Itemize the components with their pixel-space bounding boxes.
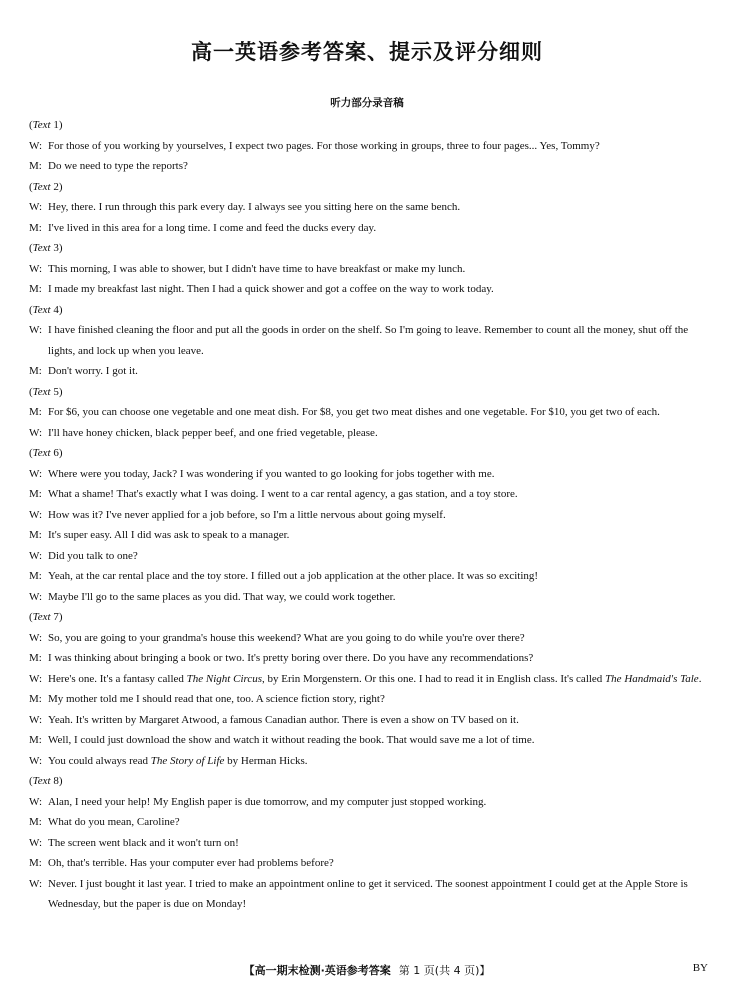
page-title: 高一英语参考答案、提示及评分细则 — [191, 40, 543, 64]
speaker-label: W: — [29, 549, 43, 562]
text-section-label: (Text 7) — [29, 611, 63, 623]
listening-transcript — [29, 115, 708, 915]
dialogue-line — [29, 833, 708, 854]
dialogue-text: Did you talk to one? — [48, 549, 138, 562]
footer-title: 【高一期末检测·英语参考答案 — [243, 964, 391, 977]
dialogue-line — [29, 136, 708, 157]
dialogue-text: I'll have honey chicken, black pepper beef, and one fried vegetable, please. — [48, 426, 378, 439]
speaker-label: M: — [29, 816, 42, 828]
speaker-label: W: — [29, 426, 43, 439]
speaker-label: W: — [29, 877, 43, 890]
dialogue-text: Alan, I need your help! My English paper is due tomorrow, and my computer just stopped working. — [48, 795, 487, 808]
speaker-label: W: — [29, 201, 43, 213]
text-section-label: (Text 2) — [29, 180, 63, 193]
dialogue-line — [29, 197, 708, 218]
dialogue-text: For $6, you can choose one vegetable and one meat dish. For $8, you get two meat dishes and one vegetable. For $10, you get two of each. — [48, 406, 660, 418]
dialogue-text: My mother told me I should read that one, too. A science fiction story, right? — [48, 693, 385, 705]
dialogue-line — [29, 279, 708, 300]
section-heading: 听力部分录音稿 — [330, 97, 404, 109]
dialogue-text: You could always read The Story of Life by Herman Hicks. — [48, 754, 308, 767]
dialogue-line — [29, 361, 708, 382]
dialogue-line — [29, 320, 708, 361]
dialogue-line — [29, 853, 708, 874]
speaker-label: W: — [29, 713, 43, 726]
speaker-label: M: — [29, 529, 42, 541]
speaker-label: M: — [29, 488, 42, 500]
speaker-label: W: — [29, 467, 43, 480]
speaker-label: M: — [29, 365, 42, 377]
speaker-label: W: — [29, 324, 43, 336]
dialogue-line — [29, 505, 708, 526]
speaker-label: M: — [29, 406, 42, 418]
speaker-label: W: — [29, 754, 43, 767]
dialogue-line — [29, 874, 708, 915]
page-footer — [0, 962, 734, 978]
dialogue-text: Don't worry. I got it. — [48, 365, 138, 377]
dialogue-line — [29, 710, 708, 731]
dialogue-line — [29, 689, 708, 710]
speaker-label: M: — [29, 283, 42, 295]
dialogue-line — [29, 464, 708, 485]
text-section-label: (Text 3) — [29, 242, 63, 254]
dialogue-line — [29, 751, 708, 772]
speaker-label: W: — [29, 508, 43, 521]
dialogue-line — [29, 730, 708, 751]
dialogue-line — [29, 669, 708, 690]
dialogue-text: Never. I just bought it last year. I tried to make an appointment online to get it serviced. The soonest appointment I could get at the Apple Store is Wednesday, but the paper is due on Monday! — [48, 877, 688, 910]
dialogue-line — [29, 587, 708, 608]
dialogue-text: Well, I could just download the show and watch it without reading the book. That would save me a lot of time. — [48, 734, 535, 746]
text-section-label: (Text 8) — [29, 775, 63, 787]
dialogue-line — [29, 156, 708, 177]
speaker-label: W: — [29, 672, 43, 685]
dialogue-text: What a shame! That's exactly what I was doing. I went to a car rental agency, a gas station, and a toy store. — [48, 488, 518, 500]
dialogue-text: I've lived in this area for a long time. I come and feed the ducks every day. — [48, 221, 377, 234]
dialogue-text: I have finished cleaning the floor and put all the goods in order on the shelf. So I'm going to leave. Remember to count all the money, shut off the lights, and lock up when you leave. — [48, 324, 689, 357]
footer-code: BY — [692, 962, 708, 974]
dialogue-text: What do you mean, Caroline? — [48, 816, 180, 828]
speaker-label: W: — [29, 631, 43, 644]
dialogue-text: I was thinking about bringing a book or two. It's pretty boring over there. Do you have any recommendations? — [48, 652, 534, 664]
footer-page-number: 第 1 页(共 4 页)】 — [398, 964, 491, 977]
speaker-label: M: — [29, 570, 42, 582]
dialogue-line — [29, 566, 708, 587]
speaker-label: W: — [29, 262, 43, 275]
dialogue-text: This morning, I was able to shower, but I didn't have time to have breakfast or make my lunch. — [48, 262, 466, 275]
speaker-label: W: — [29, 795, 43, 808]
speaker-label: M: — [29, 160, 42, 172]
dialogue-line — [29, 218, 708, 239]
dialogue-text: It's super easy. All I did was ask to speak to a manager. — [48, 529, 290, 541]
dialogue-text: Where were you today, Jack? I was wondering if you wanted to go looking for jobs together with me. — [48, 467, 495, 480]
dialogue-line — [29, 792, 708, 813]
dialogue-text: Do we need to type the reports? — [48, 160, 188, 172]
speaker-label: M: — [29, 857, 42, 869]
dialogue-line — [29, 546, 708, 567]
text-section-label: (Text 1) — [29, 119, 63, 131]
speaker-label: M: — [29, 652, 42, 664]
dialogue-text: Yeah. It's written by Margaret Atwood, a famous Canadian author. There is even a show on TV based on it. — [48, 713, 519, 726]
dialogue-text: How was it? I've never applied for a job before, so I'm a little nervous about going myself. — [48, 508, 446, 521]
dialogue-text: The screen went black and it won't turn on! — [48, 836, 239, 849]
speaker-label: M: — [29, 693, 42, 705]
dialogue-line — [29, 628, 708, 649]
dialogue-text: For those of you working by yourselves, I expect two pages. For those working in groups, three to four pages... Yes, Tommy? — [48, 139, 600, 152]
speaker-label: W: — [29, 836, 43, 849]
dialogue-text: Maybe I'll go to the same places as you did. That way, we could work together. — [48, 590, 396, 603]
text-section-label: (Text 6) — [29, 447, 63, 459]
dialogue-line — [29, 484, 708, 505]
dialogue-text: Hey, there. I run through this park every day. I always see you sitting here on the same bench. — [48, 201, 461, 213]
dialogue-text: I made my breakfast last night. Then I had a quick shower and got a coffee on the way to work today. — [48, 283, 494, 295]
dialogue-line — [29, 648, 708, 669]
speaker-label: M: — [29, 734, 42, 746]
dialogue-line — [29, 423, 708, 444]
dialogue-text: So, you are going to your grandma's house this weekend? What are you going to do while you're over there? — [48, 631, 525, 644]
text-section-label: (Text 4) — [29, 303, 63, 316]
speaker-label: W: — [29, 590, 43, 603]
dialogue-text: Here's one. It's a fantasy called The Night Circus, by Erin Morgenstern. Or this one. I had to read it in English class. It's called The Handmaid's Tale. — [48, 672, 702, 685]
dialogue-line — [29, 812, 708, 833]
speaker-label: M: — [29, 221, 42, 234]
speaker-label: W: — [29, 139, 43, 152]
dialogue-text: Yeah, at the car rental place and the toy store. I filled out a job application at the other place. It was so exciting! — [48, 570, 539, 582]
text-section-label: (Text 5) — [29, 385, 63, 398]
dialogue-line — [29, 402, 708, 423]
dialogue-line — [29, 259, 708, 280]
dialogue-text: Oh, that's terrible. Has your computer ever had problems before? — [48, 857, 334, 869]
dialogue-line — [29, 525, 708, 546]
